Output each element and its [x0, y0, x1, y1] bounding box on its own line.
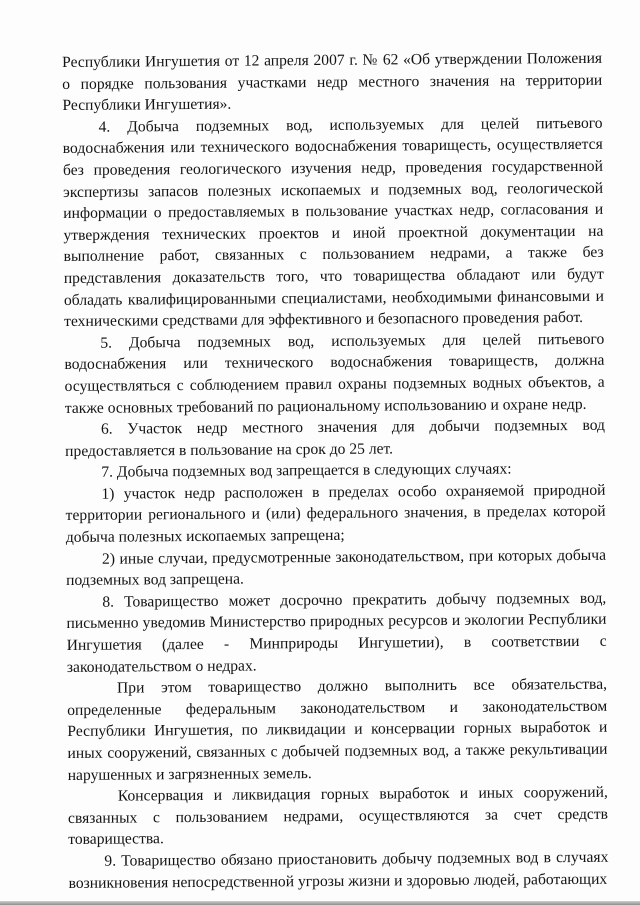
paragraph-item-9: 9. Товарищество обязано приостановить добычу подземных вод в случаях возникновения непосредственной угрозы жизни и здоровью людей, работающих — [68, 848, 609, 892]
paragraph-item-7: 7. Добыча подземных вод запрещается в следующих случаях: — [101, 460, 512, 481]
paragraph-subitem-1: 1) участок недр расположен в пределах особо охраняемой природной территории регионального и (или) федерального значения, в пределах которой добыча полезных ископаемых запрещена; — [65, 481, 606, 547]
paragraph-item-6: 6. Участок недр местного значения для добычи подземных вод предоставляется в пользование на срок до 25 лет. — [65, 416, 606, 460]
paragraph-subitem-2: 2) иные случаи, предусмотренные законодательством, при которых добыча подземных вод запрещена. — [66, 546, 607, 590]
paragraph-continuation: Республики Ингушетия от 12 апреля 2007 г. № 62 «Об утверждении Положения о порядке пользования участками недр местного значения на территории Республики Ингушетия». — [62, 49, 603, 115]
paragraph-conservation: Консервация и ликвидация горных выработок и иных сооружений, связанных с пользованием недрами, осуществляются за счет средств товарищества. — [67, 783, 609, 849]
paragraph-item-5: 5. Добыча подземных вод, используемых для целей питьевого водоснабжения или технического водоснабжения товариществ, должна осуществляться с соблюдением правил охраны подземных водных объектов, а также основных требований по рациональному использованию и охране недр. — [64, 330, 605, 417]
scan-bottom-edge — [0, 901, 640, 905]
paragraph-item-4: 4. Добыча подземных вод, используемых для целей питьевого водоснабжения или технического водоснабжения товарищесть, осуществляется без проведения геологического изучения недр, проведения государственной экспертизы запасов полезных ископаемых и подземных вод, геологической информации о предоставляемых в пользование участках недр, согласования и утверждения технических проектов и иной проектной документации на выполнение работ, связанных с пользованием недрами, а также без представления доказательств того, что товарищества обладают или будут обладать квалифицированными специалистами, необходимыми финансовыми и техническими средствами для эффективного и безопасного проведения работ. — [62, 114, 604, 331]
paragraph-item-8: 8. Товарищество может досрочно прекратить добычу подземных вод, письменно уведомив Министерство природных ресурсов и экологии Республики Ингушетия (далее - Минприроды Ингушетии), в соответствии с законодательством о недрах. — [66, 589, 607, 676]
document-text — [62, 48, 609, 894]
paragraph-obligations: При этом товарищество должно выполнить все обязательства, определенные федеральным законодательством и законодательством Республики Ингушетия, по ликвидации и консервации горных выработок и иных сооружений, связанных с добычей подземных вод, а также рекультивации нарушенных и загрязненных земель. — [67, 675, 608, 784]
